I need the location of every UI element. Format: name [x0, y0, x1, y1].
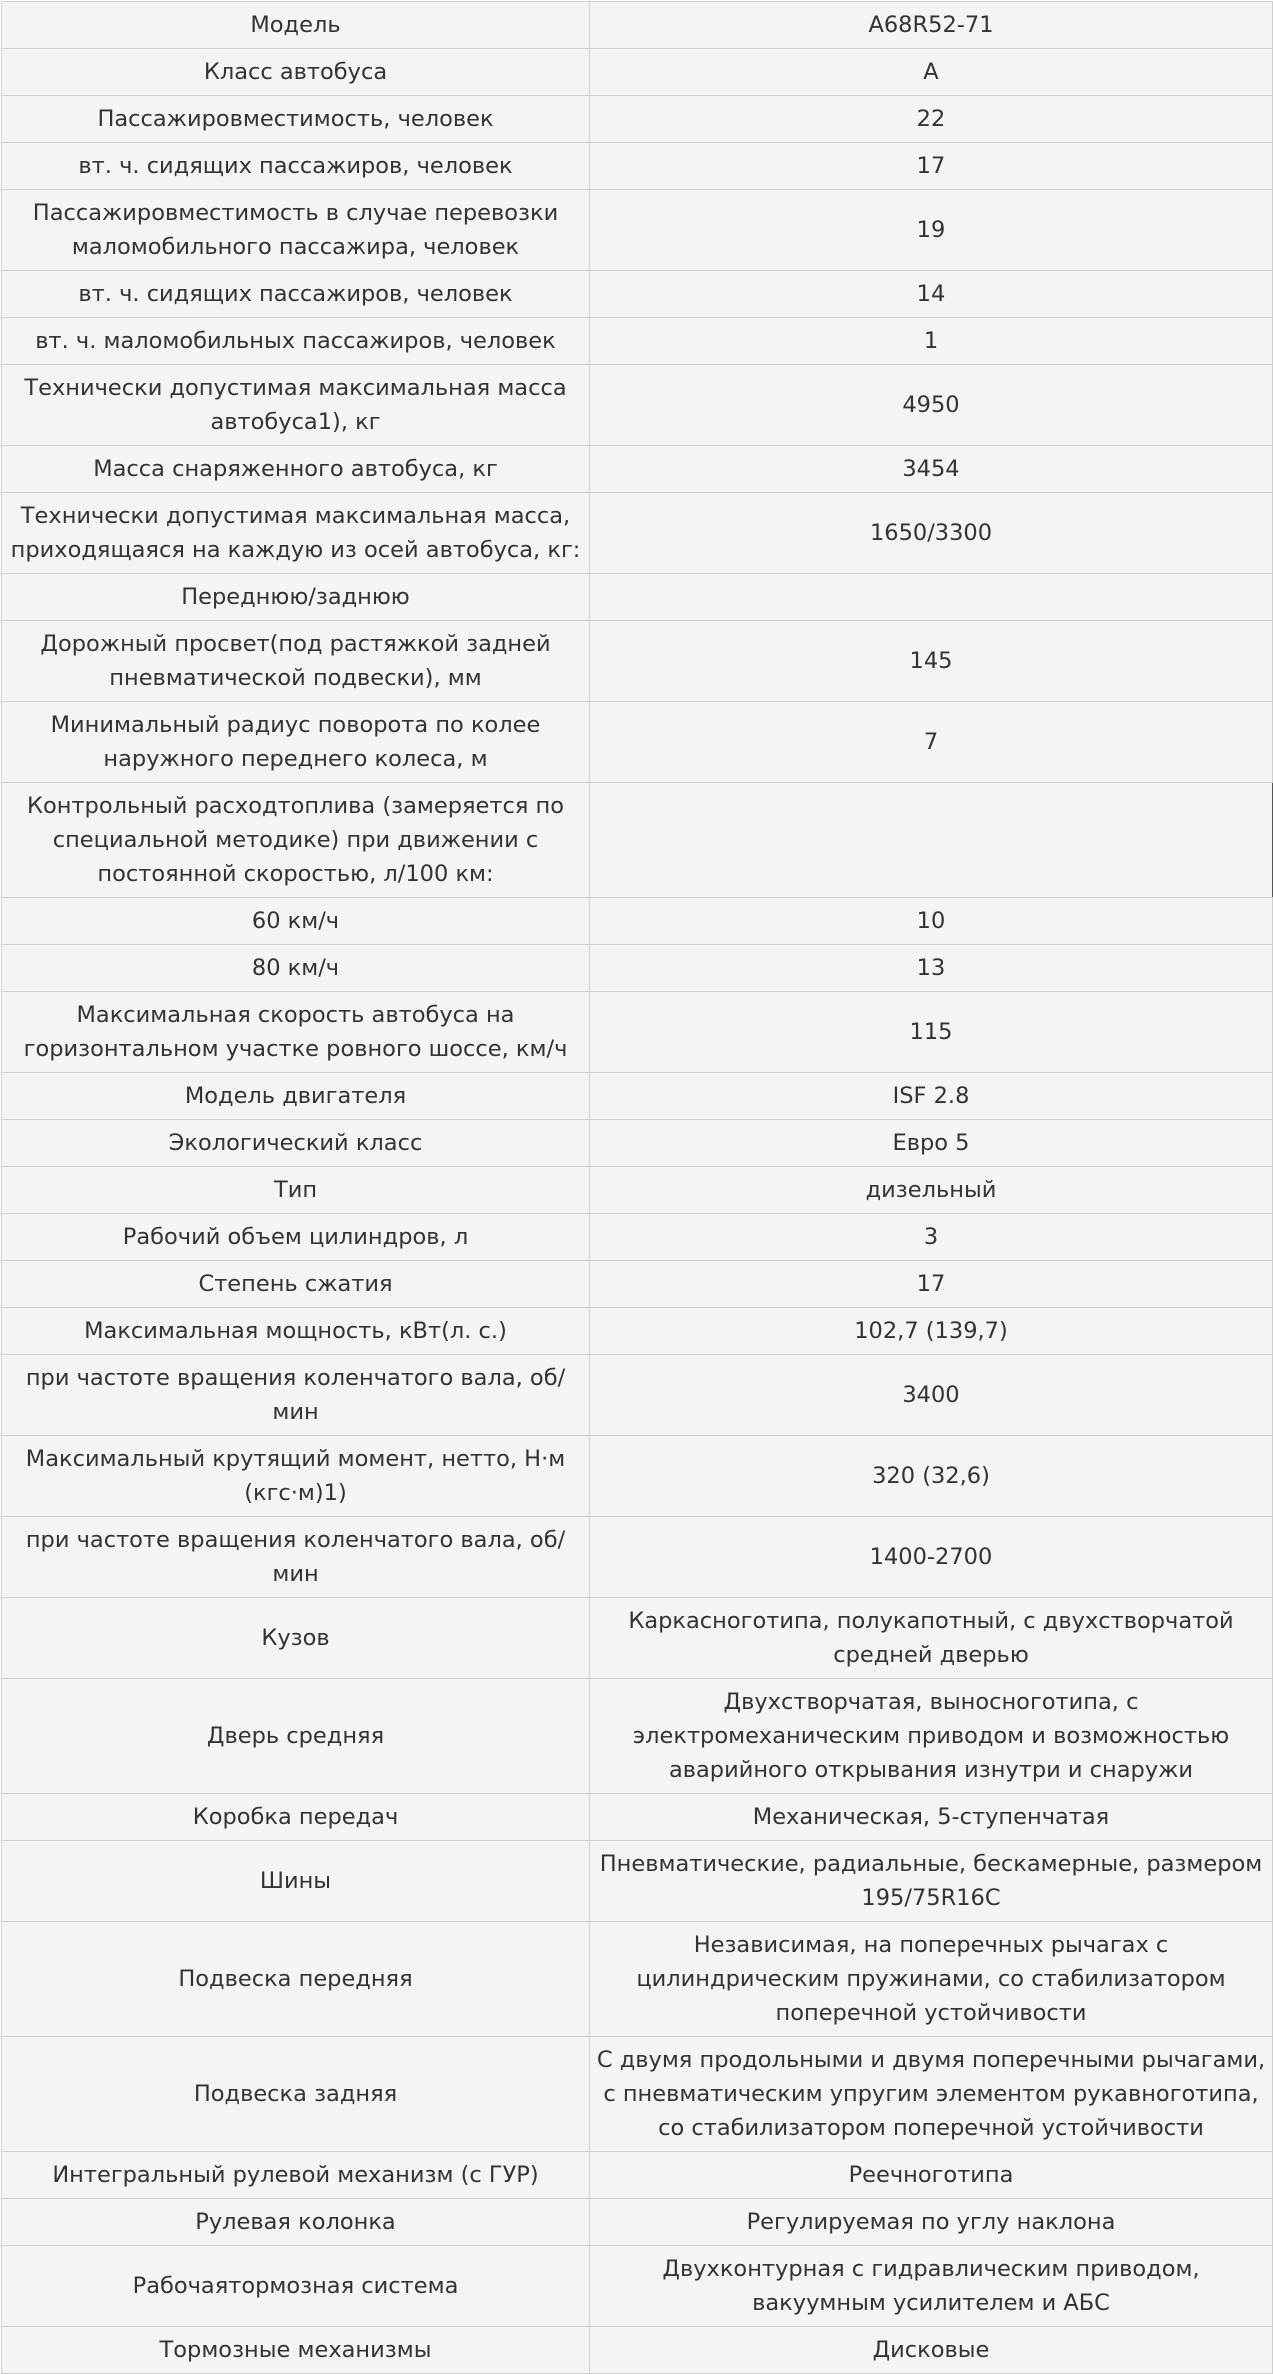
spec-value: 13 — [590, 945, 1273, 992]
table-row — [2, 2037, 1273, 2152]
table-row — [2, 190, 1273, 271]
spec-value: 17 — [590, 143, 1273, 190]
table-row — [2, 1308, 1273, 1355]
table-row — [2, 1841, 1273, 1922]
table-row — [2, 992, 1273, 1073]
spec-value: 320 (32,6) — [590, 1436, 1273, 1517]
table-row — [2, 2152, 1273, 2199]
table-row — [2, 898, 1273, 945]
spec-value: 145 — [590, 621, 1273, 702]
table-row — [2, 1436, 1273, 1517]
table-row — [2, 2199, 1273, 2246]
spec-label: Модель двигателя — [2, 1073, 590, 1120]
spec-label: Тип — [2, 1167, 590, 1214]
spec-value: 14 — [590, 271, 1273, 318]
spec-value: 1 — [590, 318, 1273, 365]
spec-value: Каркасноготипа, полукапотный, с двухстворчатой средней дверью — [590, 1598, 1273, 1679]
spec-value: 102,7 (139,7) — [590, 1308, 1273, 1355]
spec-label: Интегральный рулевой механизм (с ГУР) — [2, 2152, 590, 2199]
spec-label: Дорожный просвет(под растяжкой задней пневматической подвески), мм — [2, 621, 590, 702]
spec-value: Независимая, на поперечных рычагах с цилиндрическим пружинами, со стабилизатором поперечной устойчивости — [590, 1922, 1273, 2037]
spec-label: Степень сжатия — [2, 1261, 590, 1308]
table-row — [2, 574, 1273, 621]
spec-label: Экологический класс — [2, 1120, 590, 1167]
spec-value: 4950 — [590, 365, 1273, 446]
spec-label: Рулевая колонка — [2, 2199, 590, 2246]
spec-value: 19 — [590, 190, 1273, 271]
table-row — [2, 49, 1273, 96]
spec-label: Рабочий объем цилиндров, л — [2, 1214, 590, 1261]
spec-label: Модель — [2, 2, 590, 49]
spec-label: Контрольный расходтоплива (замеряется по специальной методике) при движении с постоянной скоростью, л/100 км: — [2, 783, 590, 898]
spec-value: Евро 5 — [590, 1120, 1273, 1167]
table-row — [2, 1922, 1273, 2037]
spec-label: Минимальный радиус поворота по колее наружного переднего колеса, м — [2, 702, 590, 783]
spec-value: Механическая, 5-ступенчатая — [590, 1794, 1273, 1841]
spec-value: A68R52-71 — [590, 2, 1273, 49]
table-row — [2, 365, 1273, 446]
spec-value: Двухстворчатая, выносноготипа, с электромеханическим приводом и возможностью аварийного открывания изнутри и снаружи — [590, 1679, 1273, 1794]
table-row — [2, 783, 1273, 898]
spec-label: вт. ч. маломобильных пассажиров, человек — [2, 318, 590, 365]
table-row — [2, 1598, 1273, 1679]
spec-value: A — [590, 49, 1273, 96]
table-row — [2, 1261, 1273, 1308]
spec-value: Дисковые — [590, 2327, 1273, 2374]
spec-value: 10 — [590, 898, 1273, 945]
spec-value: 17 — [590, 1261, 1273, 1308]
spec-label: 60 км/ч — [2, 898, 590, 945]
spec-label: Коробка передач — [2, 1794, 590, 1841]
table-row — [2, 2327, 1273, 2374]
spec-value: 115 — [590, 992, 1273, 1073]
table-row — [2, 1214, 1273, 1261]
table-row — [2, 621, 1273, 702]
spec-value: Реечноготипа — [590, 2152, 1273, 2199]
spec-value: 22 — [590, 96, 1273, 143]
spec-value: дизельный — [590, 1167, 1273, 1214]
table-row — [2, 493, 1273, 574]
spec-value — [590, 783, 1273, 898]
spec-label: при частоте вращения коленчатого вала, об/мин — [2, 1355, 590, 1436]
table-row — [2, 2246, 1273, 2327]
spec-label: Пассажировместимость в случае перевозки маломобильного пассажира, человек — [2, 190, 590, 271]
table-row — [2, 446, 1273, 493]
spec-label: Шины — [2, 1841, 590, 1922]
spec-value: Пневматические, радиальные, бескамерные, размером 195/75R16C — [590, 1841, 1273, 1922]
table-row — [2, 1794, 1273, 1841]
spec-label: Максимальная скорость автобуса на горизонтальном участке ровного шоссе, км/ч — [2, 992, 590, 1073]
table-row — [2, 702, 1273, 783]
table-row — [2, 1517, 1273, 1598]
table-row — [2, 143, 1273, 190]
spec-label: Масса снаряженного автобуса, кг — [2, 446, 590, 493]
table-row — [2, 1167, 1273, 1214]
spec-label: Класс автобуса — [2, 49, 590, 96]
table-row — [2, 271, 1273, 318]
spec-label: Тормозные механизмы — [2, 2327, 590, 2374]
spec-label: вт. ч. сидящих пассажиров, человек — [2, 143, 590, 190]
specifications-table — [1, 1, 1273, 2374]
spec-label: 80 км/ч — [2, 945, 590, 992]
spec-value: 3400 — [590, 1355, 1273, 1436]
spec-label: Подвеска передняя — [2, 1922, 590, 2037]
spec-value: Регулируемая по углу наклона — [590, 2199, 1273, 2246]
spec-label: Технически допустимая максимальная масса автобуса1), кг — [2, 365, 590, 446]
spec-value: 7 — [590, 702, 1273, 783]
spec-label: Пассажировместимость, человек — [2, 96, 590, 143]
spec-value: 1650/3300 — [590, 493, 1273, 574]
spec-label: Технически допустимая максимальная масса, приходящаяся на каждую из осей автобуса, кг: — [2, 493, 590, 574]
spec-label: Подвеска задняя — [2, 2037, 590, 2152]
table-row — [2, 96, 1273, 143]
spec-value: 3 — [590, 1214, 1273, 1261]
spec-label: Максимальная мощность, кВт(л. с.) — [2, 1308, 590, 1355]
spec-label: Переднюю/заднюю — [2, 574, 590, 621]
spec-label: вт. ч. сидящих пассажиров, человек — [2, 271, 590, 318]
spec-label: Максимальный крутящий момент, нетто, Н·м (кгс·м)1) — [2, 1436, 590, 1517]
spec-label: Рабочаятормозная система — [2, 2246, 590, 2327]
table-row — [2, 945, 1273, 992]
table-row — [2, 1120, 1273, 1167]
spec-value — [590, 574, 1273, 621]
spec-label: Дверь средняя — [2, 1679, 590, 1794]
spec-label: Кузов — [2, 1598, 590, 1679]
table-row — [2, 318, 1273, 365]
spec-value: 1400-2700 — [590, 1517, 1273, 1598]
spec-value: Двухконтурная с гидравлическим приводом, вакуумным усилителем и АБС — [590, 2246, 1273, 2327]
spec-value: 3454 — [590, 446, 1273, 493]
spec-label: при частоте вращения коленчатого вала, об/мин — [2, 1517, 590, 1598]
table-row — [2, 2, 1273, 49]
spec-value: С двумя продольными и двумя поперечными рычагами, с пневматическим упругим элементом рукавноготипа, со стабилизатором поперечной устойчивости — [590, 2037, 1273, 2152]
spec-value: ISF 2.8 — [590, 1073, 1273, 1120]
table-row — [2, 1073, 1273, 1120]
table-row — [2, 1679, 1273, 1794]
table-row — [2, 1355, 1273, 1436]
